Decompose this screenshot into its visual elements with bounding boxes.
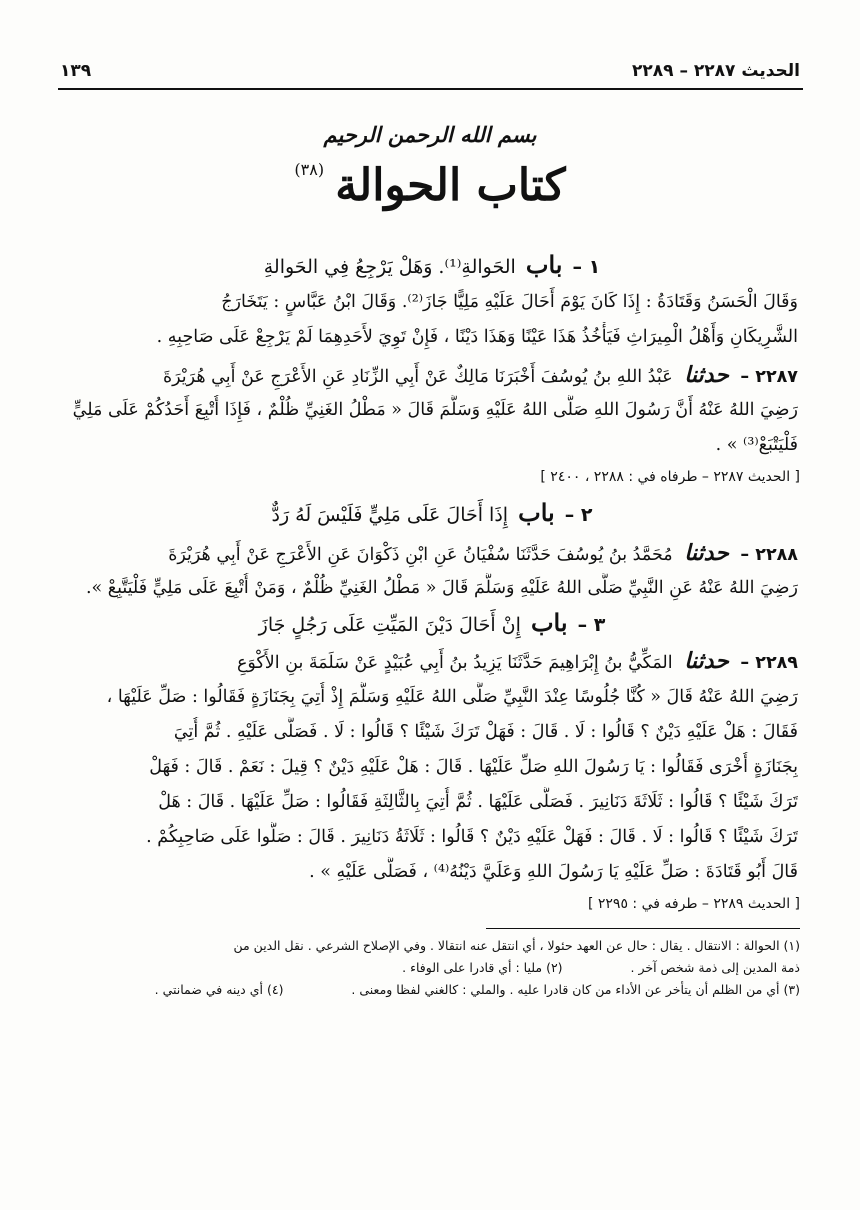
chapter-1-title: الحَوالةِ⁽¹⁾. وَهَلْ يَرْجِعُ فِي الحَوالةِ: [263, 256, 516, 278]
chapter-1-heading: [66, 250, 798, 282]
chapter-3-title: إِنْ أَحَالَ دَيْنَ المَيِّتِ عَلَى رَجُلٍ جَازَ: [258, 614, 521, 636]
book-title-text: كتاب الحوالة: [335, 160, 566, 211]
footnote-1-line-2: [62, 958, 800, 978]
hadith-2287-line-2: رَضِيَ اللهُ عَنْهُ أَنَّ رَسُولَ اللهِ صَلَّى اللهُ عَلَيْهِ وَسَلَّمَ قَالَ « مَطْلُ الغَنِيِّ ظُلْمٌ ، فَإِذَا أُتْبِعَ أَحَدُكُمْ عَلَى مَلِيٍّ: [72, 400, 798, 420]
chapter-3-keyword: باب: [530, 608, 568, 637]
footnote-1-continuation: ذمة المدين إلى ذمة شخص آخر .: [630, 960, 800, 975]
hadith-2289-text-line: تَرَكَ شَيْئًا ؟ قَالُوا : ثَلَاثَةَ دَنَانِيرَ . فَصَلَّى عَلَيْهَا . ثُمَّ أُتِيَ بِالثَّالِثَةِ فَقَالُوا : صَلِّ عَلَيْهَا . قَالَ : هَلْ: [158, 792, 798, 812]
footnote-3-line: [62, 980, 800, 1000]
hadith-2287-line-1: [66, 360, 798, 392]
running-header: [60, 56, 800, 86]
book-number: (٣٨): [294, 160, 325, 179]
intro-line-1: وَقَالَ الْحَسَنُ وَقَتَادَةُ : إِذَا كَانَ يَوْمَ أَحَالَ عَلَيْهِ مَلِيًّا جَازَ⁽²⁾. وَقَالَ ابْنُ عَبَّاسٍ : يَتَخَارَجُ: [221, 292, 798, 312]
hadith-2289-text-line: فَقَالَ : هَلْ عَلَيْهِ دَيْنٌ ؟ قَالُوا : لَا . قَالَ : فَهَلْ تَرَكَ شَيْئًا ؟ قَالُوا : لَا . فَصَلَّى عَلَيْهِ . ثُمَّ أُتِيَ: [173, 722, 798, 742]
hadith-2289-haddathana: حدثنا: [684, 648, 729, 674]
running-header-hadith-range: الحديث ٢٢٨٧ – ٢٢٨٩: [632, 61, 800, 81]
footnote-3: (٣) أي من الظلم أن يتأخر عن الأداء من كان قادرا عليه . والملي : كالغني لفظا ومعنى .: [351, 982, 800, 997]
hadith-2289-crossref: [ الحديث ٢٢٨٩ – طرفه في : ٢٢٩٥ ]: [587, 896, 800, 912]
hadith-2289-text-line: بِجَنَازَةٍ أُخْرَى فَقَالُوا : يَا رَسُولَ اللهِ صَلِّ عَلَيْهَا . قَالَ : هَلْ عَلَيْهِ دَيْنٌ ؟ قِيلَ : نَعَمْ . قَالَ : فَهَلْ: [149, 757, 798, 777]
hadith-2288-line-2: رَضِيَ اللهُ عَنْهُ عَنِ النَّبِيِّ صَلَّى اللهُ عَلَيْهِ وَسَلَّمَ قَالَ « مَطْلُ الغَنِيِّ ظُلْمٌ ، وَمَنْ أُتْبِعَ عَلَى مَلِيٍّ فَلْيَتَّبِعْ ».: [85, 578, 798, 598]
hadith-2288-line-1: [66, 538, 798, 570]
hadith-2287-haddathana: حدثنا: [684, 362, 729, 388]
hadith-2288-number: ٢٢٨٨ –: [740, 545, 798, 565]
chapter-2-keyword: باب: [518, 498, 555, 527]
hadith-2287-number: ٢٢٨٧ –: [740, 367, 798, 387]
hadith-2288-isnad: مُحَمَّدُ بنُ يُوسُفَ حَدَّثَنَا سُفْيَانُ عَنِ ابْنِ ذَكْوَانَ عَنِ الأَعْرَجِ عَنْ أَبِي هُرَيْرَةَ: [168, 545, 673, 565]
hadith-2287-line-3: فَلْيَتْبَعْ⁽³⁾ » .: [715, 435, 798, 455]
basmala-calligraphy: بسم الله الرحمن الرحيم: [323, 122, 537, 147]
intro-line-2: الشَّرِيكَانِ وَأَهْلُ الْمِيرَاثِ فَيَأْخُذُ هَذَا عَيْنًا وَهَذَا دَيْنًا ، فَإِنْ تَوِيَ لأَحَدِهِمَا لَمْ يَرْجِعْ عَلَى صَاحِبِهِ .: [156, 327, 798, 347]
hadith-2289-isnad: المَكِّيُّ بنُ إِبْرَاهِيمَ حَدَّثَنَا يَزِيدُ بنُ أَبِي عُبَيْدٍ عَنْ سَلَمَةَ بنِ الأَكْوَعِ: [236, 653, 673, 673]
hadith-2289-number: ٢٢٨٩ –: [740, 653, 798, 673]
chapter-2-number: ٢ –: [564, 504, 593, 526]
chapter-3-heading: [66, 608, 798, 640]
page-number: ١٣٩: [60, 61, 92, 81]
footnote-rule: [486, 928, 800, 929]
chapter-2-heading: [66, 498, 798, 530]
hadith-2288-haddathana: حدثنا: [684, 540, 729, 566]
hadith-2289-text-line: قَالَ أَبُو قَتَادَةَ : صَلِّ عَلَيْهِ يَا رَسُولَ اللهِ وَعَلَيَّ دَيْنُهُ⁽⁴⁾ ، فَصَلَّى عَلَيْهِ » .: [309, 862, 798, 882]
footnote-1-line-1: (١) الحوالة : الانتقال . يقال : حال عن العهد حئولا ، أي انتقل عنه انتقالا . وفي الإصلاح الشرعي . نقل الدين من: [233, 938, 800, 953]
book-title: [250, 160, 610, 211]
footnote-4: (٤) أي دينه في ضمانتي .: [154, 982, 284, 997]
hadith-2289-text-line: تَرَكَ شَيْئًا ؟ قَالُوا : لَا . قَالَ : فَهَلْ عَلَيْهِ دَيْنٌ ؟ قَالُوا : ثَلَاثَةُ دَنَانِيرَ . قَالَ : صَلُّوا عَلَى صَاحِبِكُمْ .: [146, 827, 798, 847]
hadith-2289-line-1: [66, 646, 798, 678]
hadith-2287-crossref: [ الحديث ٢٢٨٧ – طرفاه في : ٢٢٨٨ ، ٢٤٠٠ ]: [540, 469, 800, 485]
header-rule: [58, 88, 803, 90]
hadith-2289-text-line: رَضِيَ اللهُ عَنْهُ قَالَ « كُنَّا جُلُوسًا عِنْدَ النَّبِيِّ صَلَّى اللهُ عَلَيْهِ وَسَلَّمَ إِذْ أُتِيَ بِجَنَازَةٍ فَقَالُوا : صَلِّ عَلَيْهَا ،: [106, 687, 798, 707]
chapter-1-keyword: باب: [525, 250, 563, 279]
chapter-2-title: إِذَا أَحَالَ عَلَى مَلِيٍّ فَلَيْسَ لَهُ رَدٌّ: [271, 504, 509, 526]
footnote-2: (٢) مليا : أي قادرا على الوفاء .: [402, 960, 563, 975]
chapter-1-number: ١ –: [572, 256, 601, 278]
chapter-3-number: ٣ –: [577, 614, 606, 636]
hadith-2287-isnad: عَبْدُ اللهِ بنُ يُوسُفَ أَخْبَرَنَا مَالِكٌ عَنْ أَبِي الزِّنَادِ عَنِ الأَعْرَجِ عَنْ أَبِي هُرَيْرَةَ: [162, 367, 673, 387]
